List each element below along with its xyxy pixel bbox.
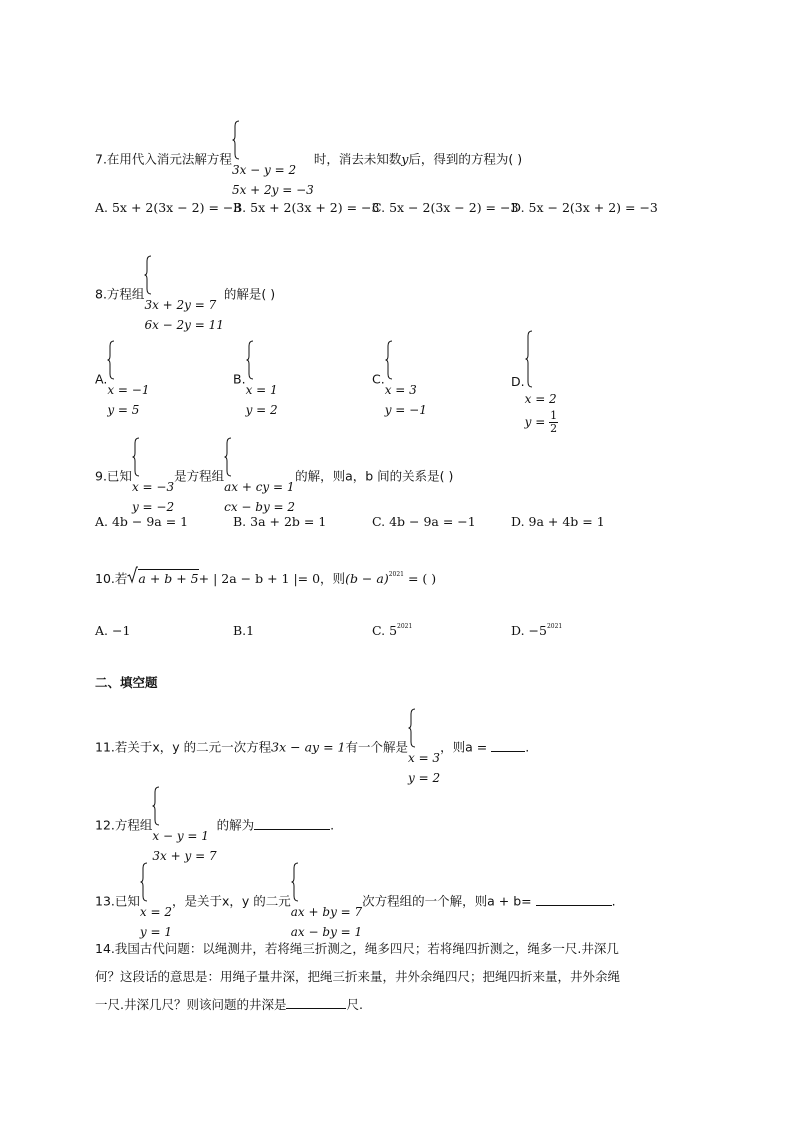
brace-icon	[408, 708, 416, 748]
q10-option-c-exp: 2021	[397, 623, 413, 630]
q7-system-row-2: 5x + 2y = −3	[231, 183, 314, 197]
q13-system	[291, 862, 362, 942]
q13-solution	[140, 862, 172, 942]
q8-d-row-1: x = 2	[524, 392, 557, 406]
q13-stem-mid: ，是关于x，y 的二元	[172, 893, 291, 909]
q9-option-a[interactable]: A. 4b − 9a = 1	[95, 514, 189, 529]
q11-stem	[95, 708, 530, 785]
q8-c-row-1: x = 3	[384, 383, 417, 397]
brace-icon	[525, 330, 533, 388]
q8-a-row-1: x = −1	[107, 383, 150, 397]
q8-stem-pre: 8.方程组	[95, 286, 145, 302]
q8-option-d[interactable]	[511, 330, 558, 435]
q8-option-c-system	[385, 340, 427, 420]
q9-stem-pre: 9.已知	[95, 468, 132, 484]
q8-system-row-2: 6x − 2y = 11	[144, 318, 224, 332]
q10-option-d[interactable]	[511, 623, 562, 638]
q11-end: .	[525, 739, 530, 755]
brace-icon	[232, 120, 240, 160]
q13-solution-row-2: y = 1	[139, 925, 172, 939]
q11-answer-blank[interactable]	[491, 739, 525, 752]
q10-option-a[interactable]: A. −1	[95, 623, 131, 638]
q10-expr: (b − a)	[345, 571, 389, 586]
q12-end: .	[330, 817, 335, 833]
q10-stem-pre: 10.若	[95, 571, 128, 586]
q14-line-3-pre: 一尺.井深几尺？则该问题的井深是	[95, 997, 287, 1012]
q8-option-d-label: D.	[511, 374, 525, 389]
q10-stem-post: = ( )	[403, 571, 437, 586]
q11-stem-pre: 11.若关于x，y 的二元一次方程	[95, 739, 272, 755]
q13-system-row-2: ax − by = 1	[290, 925, 363, 939]
q9-stem-mid: 是方程组	[174, 468, 225, 484]
q12-system	[152, 786, 216, 866]
brace-icon	[291, 862, 299, 902]
brace-icon	[140, 862, 148, 902]
q9-system-row-1: ax + cy = 1	[224, 480, 295, 494]
brace-icon	[246, 340, 254, 380]
q7-option-d[interactable]: D. 5x − 2(3x + 2) = −3	[511, 200, 658, 215]
q7-option-a[interactable]: A. 5x + 2(3x − 2) = −3	[95, 200, 242, 215]
brace-icon	[385, 340, 393, 380]
q8-option-b-system	[246, 340, 278, 420]
q8-option-d-system	[525, 330, 558, 435]
q7-var: y	[401, 151, 409, 167]
q8-b-row-1: x = 1	[245, 383, 278, 397]
q9-stem	[95, 437, 454, 514]
q10-radicand: a + b + 5	[138, 571, 199, 586]
q8-option-b[interactable]	[233, 340, 278, 417]
q7-system	[232, 120, 314, 200]
q9-solution	[132, 437, 174, 517]
q9-system	[224, 437, 295, 517]
q10-option-b[interactable]: B.1	[233, 623, 255, 638]
q7-system-row-1: 3x − y = 2	[231, 163, 297, 177]
q8-d-row-2-pre: y =	[524, 415, 546, 429]
q11-solution-row-1: x = 3	[407, 751, 441, 765]
q8-c-row-2: y = −1	[384, 403, 427, 417]
q7-stem-post: 后，得到的方程为( )	[408, 151, 523, 167]
q8-option-c-label: C.	[372, 371, 385, 387]
section-2-title: 二、填空题	[95, 675, 158, 690]
q10-option-c[interactable]	[372, 623, 412, 638]
q7-stem	[95, 120, 523, 197]
q8-b-row-2: y = 2	[245, 403, 278, 417]
q13-stem-pre: 13.已知	[95, 893, 140, 909]
q10-option-d-base: D. −5	[511, 623, 547, 638]
q14-line-3-post: 尺.	[346, 997, 363, 1012]
q11-solution-row-2: y = 2	[407, 771, 441, 785]
q8-stem-post: 的解是( )	[223, 286, 276, 302]
q13-answer-blank[interactable]	[536, 893, 612, 906]
q14-line-2: 何？这段话的意思是：用绳子量井深，把绳三折来量，井外余绳四尺；把绳四折来量，井外余绳	[95, 969, 621, 984]
q14-line-3	[95, 995, 363, 1013]
q9-solution-row-1: x = −3	[131, 480, 175, 494]
q8-d-denominator: 2	[550, 422, 558, 435]
q8-option-b-label: B.	[233, 371, 246, 387]
q13-system-row-1: ax + by = 7	[290, 905, 363, 919]
brace-icon	[152, 786, 160, 826]
q10-option-c-base: C. 5	[372, 623, 398, 638]
q13-end: .	[611, 893, 616, 909]
q8-system-row-1: 3x + 2y = 7	[144, 298, 217, 312]
q8-option-a[interactable]	[95, 340, 150, 417]
q7-option-c[interactable]: C. 5x − 2(3x − 2) = −3	[372, 200, 519, 215]
q8-d-row-2	[525, 410, 558, 435]
q12-stem-pre: 12.方程组	[95, 817, 153, 833]
q9-option-b[interactable]: B. 3a + 2b = 1	[233, 514, 327, 529]
q9-solution-row-2: y = −2	[131, 500, 175, 514]
q14-line-1: 14.我国古代问题：以绳测井，若将绳三折测之，绳多四尺；若将绳四折测之，绳多一尺.井深几	[95, 941, 619, 956]
q8-system	[144, 255, 223, 335]
q10-stem	[95, 565, 436, 585]
q8-stem	[95, 255, 276, 332]
q8-a-row-2: y = 5	[107, 403, 140, 417]
q7-stem-pre: 7.在用代入消元法解方程	[95, 151, 232, 167]
q11-solution	[408, 708, 440, 788]
q12-system-row-1: x − y = 1	[152, 829, 209, 843]
brace-icon	[144, 255, 152, 295]
q12-stem	[95, 786, 335, 863]
q10-exponent: 2021	[388, 571, 404, 578]
q10-sqrt	[127, 569, 198, 589]
q10-stem-mid: + | 2a − b + 1 |= 0，则	[198, 571, 346, 586]
q12-answer-blank[interactable]	[254, 817, 330, 830]
q11-stem-mid: 有一个解是	[345, 739, 408, 755]
q8-option-a-label: A.	[95, 371, 108, 387]
q12-stem-post: 的解为	[216, 817, 255, 833]
q14-answer-blank[interactable]	[286, 996, 346, 1009]
q8-d-fraction	[549, 410, 558, 435]
q13-solution-row-1: x = 2	[139, 905, 172, 919]
q12-system-row-2: 3x + y = 7	[152, 849, 217, 863]
q7-option-b[interactable]: B. 5x + 2(3x + 2) = −3	[233, 200, 380, 215]
q8-d-numerator: 1	[550, 409, 558, 422]
q9-system-row-2: cx − by = 2	[224, 500, 296, 514]
q9-stem-post: 的解，则a，b 间的关系是( )	[295, 468, 454, 484]
q8-option-a-system	[107, 340, 149, 420]
q10-option-d-exp: 2021	[546, 623, 563, 630]
q11-stem-post: ，则a =	[440, 739, 488, 755]
q8-option-c[interactable]	[372, 340, 427, 417]
brace-icon	[132, 437, 140, 477]
q11-equation: 3x − ay = 1	[271, 739, 346, 755]
sqrt-icon	[127, 566, 138, 584]
q9-option-c[interactable]: C. 4b − 9a = −1	[372, 514, 476, 529]
q13-stem-post: 次方程组的一个解，则a + b=	[362, 893, 532, 909]
q13-stem	[95, 862, 616, 939]
q7-stem-mid: 时，消去未知数	[313, 151, 402, 167]
q9-option-d[interactable]: D. 9a + 4b = 1	[511, 514, 605, 529]
brace-icon	[224, 437, 232, 477]
brace-icon	[107, 340, 115, 380]
